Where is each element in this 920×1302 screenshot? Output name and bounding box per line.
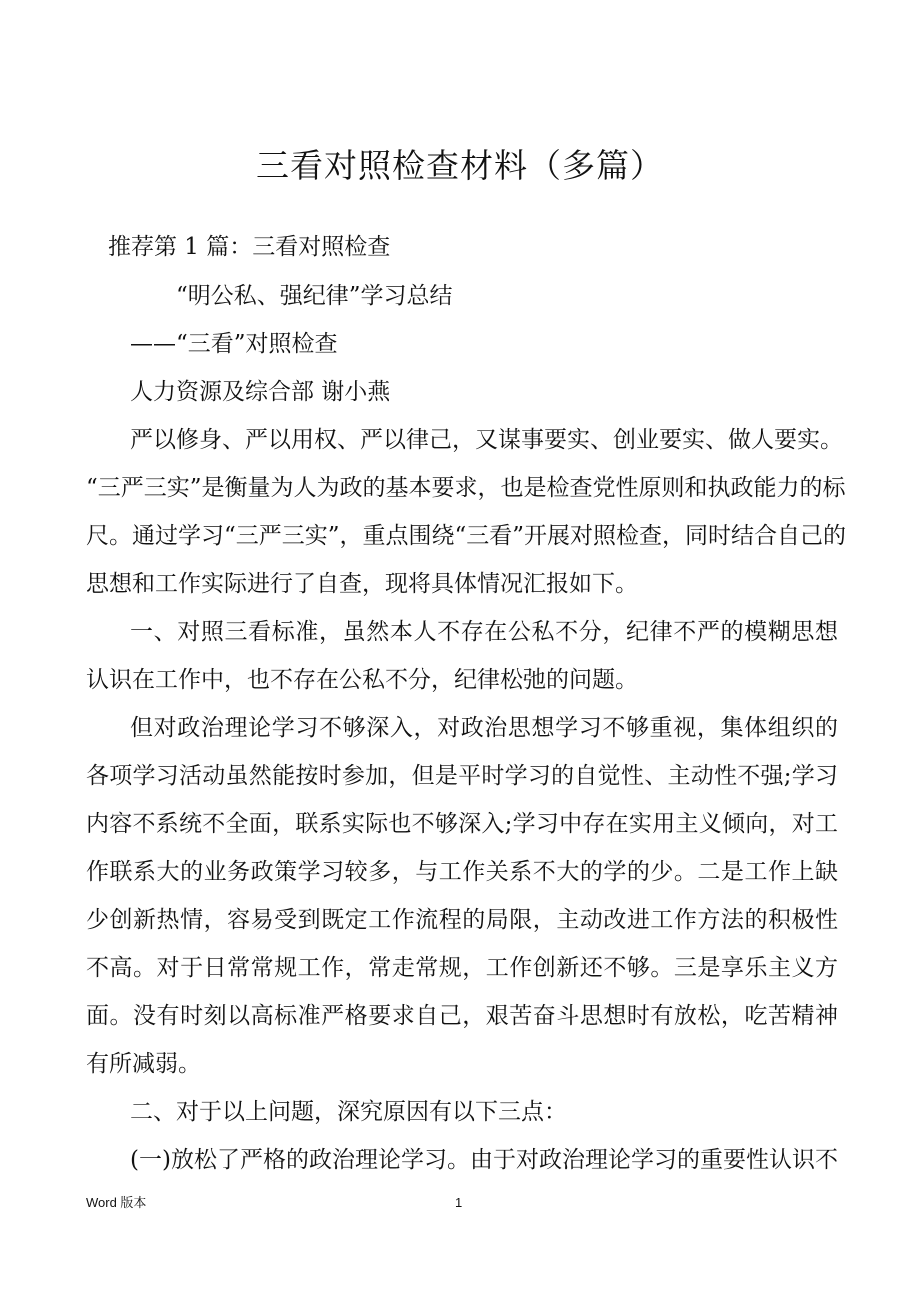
paragraph-line: 不高。对于日常常规工作，常走常规，工作创新还不够。三是享乐主义方: [86, 955, 838, 981]
page-number: 1: [455, 1195, 463, 1210]
paragraph-line: 但对政治理论学习不够深入，对政治思想学习不够重视，集体组织的: [130, 715, 838, 741]
document-title: 三看对照检查材料（多篇）: [256, 146, 664, 185]
paragraph-line: 面。没有时刻以高标准严格要求自己，艰苦奋斗思想时有放松，吃苦精神: [86, 1003, 838, 1029]
paragraph-line: 作联系大的业务政策学习较多，与工作关系不大的学的少。二是工作上缺: [86, 859, 838, 885]
document-subtitle: 推荐第 1 篇：三看对照检查: [108, 234, 391, 260]
paragraph-line: 一、对照三看标准，虽然本人不存在公私不分，纪律不严的模糊思想: [130, 619, 838, 645]
paragraph-line: 严以修身、严以用权、严以律己，又谋事要实、创业要实、做人要实。: [130, 427, 843, 453]
paragraph-line: 二、对于以上问题，深究原因有以下三点：: [130, 1099, 567, 1125]
paragraph-line: 认识在工作中，也不存在公私不分，纪律松弛的问题。: [86, 667, 638, 693]
paragraph-line: 尺。通过学习“三严三实”，重点围绕“三看”开展对照检查，同时结合自己的: [86, 523, 847, 549]
section-heading: “明公私、强纪律”学习总结: [176, 283, 453, 309]
paragraph-line: 思想和工作实际进行了自查，现将具体情况汇报如下。: [86, 571, 638, 597]
paragraph-line: “三严三实”是衡量为人为政的基本要求，也是检查党性原则和执政能力的标: [86, 475, 846, 501]
author-line: 人力资源及综合部 谢小燕: [130, 379, 391, 405]
section-subheading: ——“三看”对照检查: [130, 331, 338, 357]
paragraph-line: 有所减弱。: [86, 1051, 201, 1077]
paragraph-line: 少创新热情，容易受到既定工作流程的局限，主动改进工作方法的积极性: [86, 907, 838, 933]
paragraph-line: 各项学习活动虽然能按时参加，但是平时学习的自觉性、主动性不强;学习: [86, 763, 838, 789]
paragraph-line: 内容不系统不全面，联系实际也不够深入;学习中存在实用主义倾向，对工: [86, 811, 838, 837]
footer-version-label: Word 版本: [86, 1195, 147, 1210]
paragraph-line: (一)放松了严格的政治理论学习。由于对政治理论学习的重要性认识不: [130, 1147, 838, 1173]
